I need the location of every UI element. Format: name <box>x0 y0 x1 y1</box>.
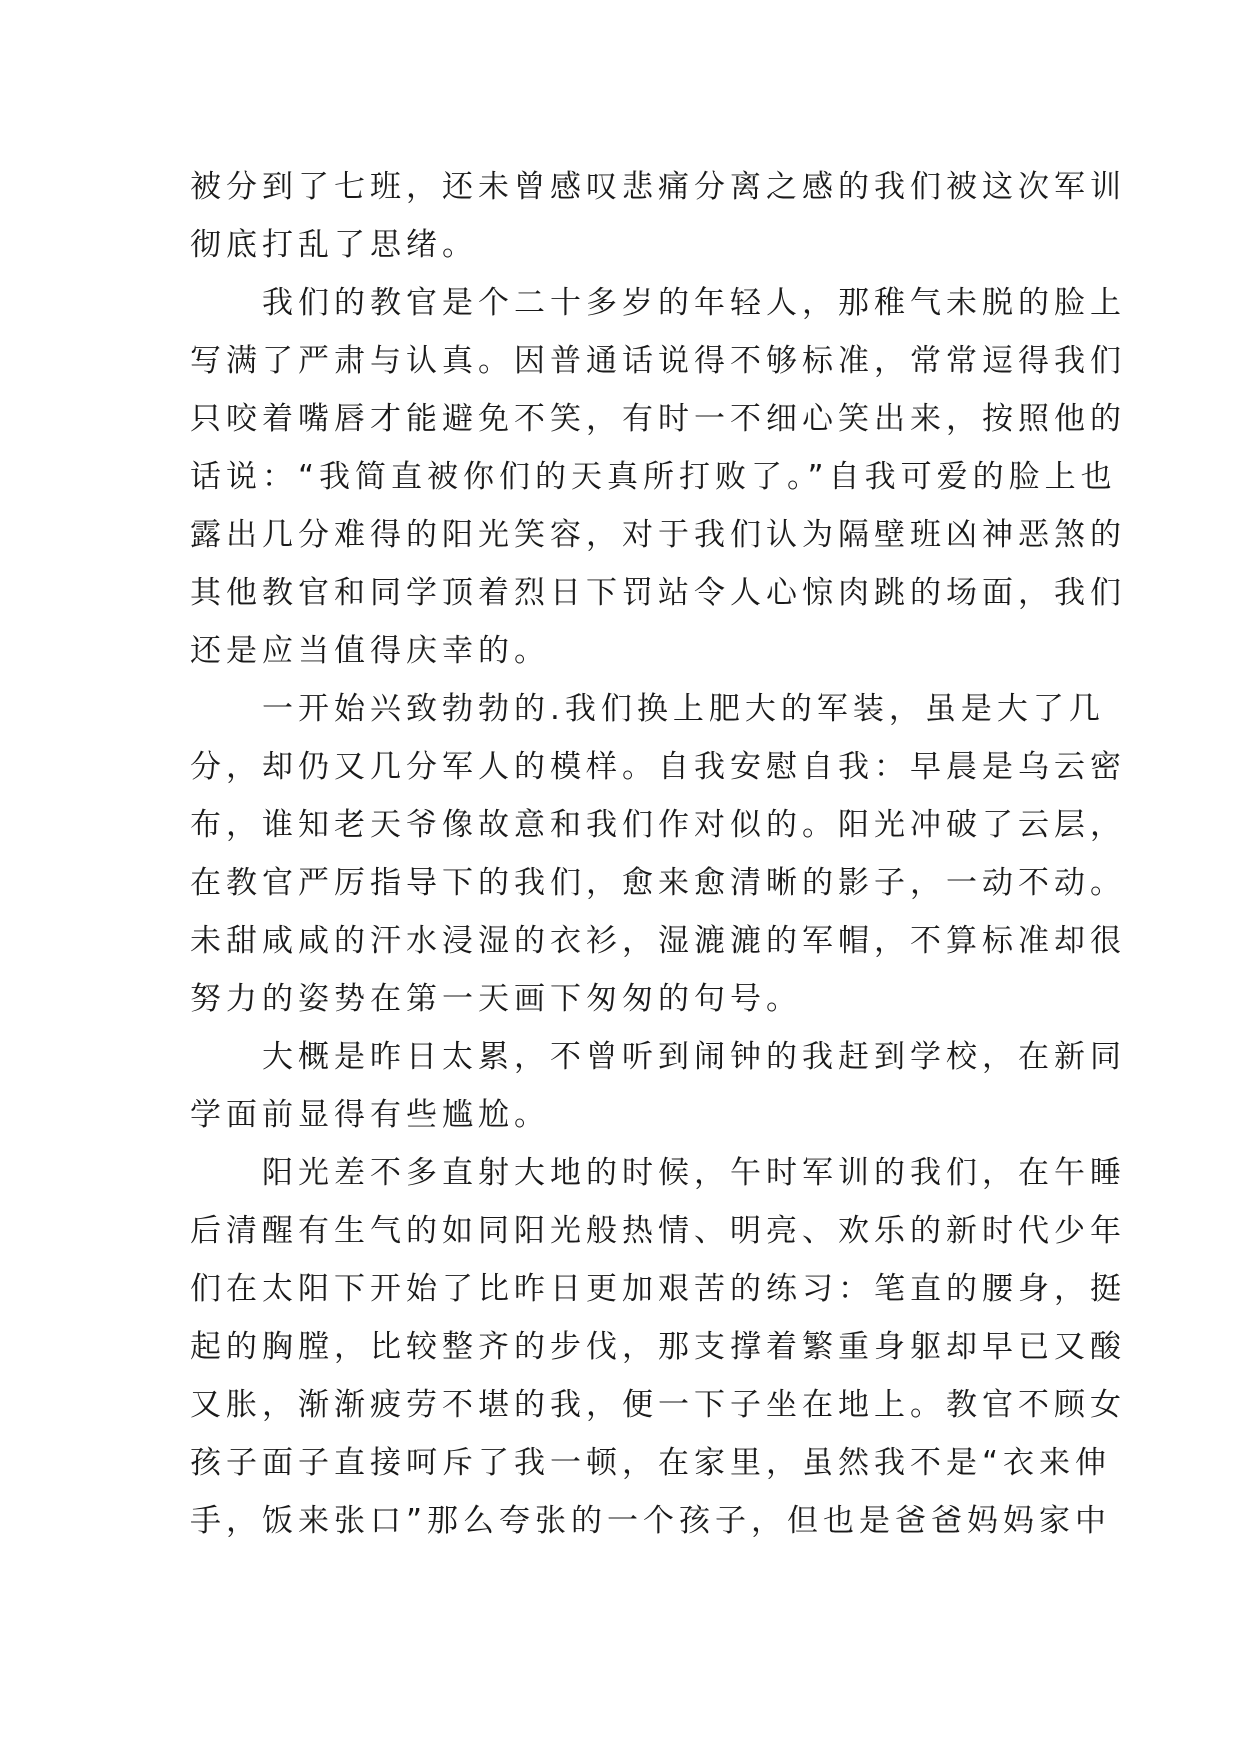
text-line: 彻底打乱了思绪。 <box>190 227 478 263</box>
text-line: 只咬着嘴唇才能避免不笑，有时一不细心笑出来，按照他的 <box>190 401 1126 437</box>
text-line: 一开始兴致勃勃的.我们换上肥大的军装，虽是大了几 <box>190 691 1105 727</box>
text-line: 其他教官和同学顶着烈日下罚站令人心惊肉跳的场面，我们 <box>190 575 1126 611</box>
text-line: 起的胸膛，比较整齐的步伐，那支撑着繁重身躯却早已又酸 <box>190 1329 1126 1365</box>
text-line: 手，饭来张口”那么夸张的一个孩子，但也是爸爸妈妈家中 <box>190 1503 1112 1539</box>
text-line: 未甜咸咸的汗水浸湿的衣衫，湿漉漉的军帽，不算标准却很 <box>190 923 1126 959</box>
text-line: 布，谁知老天爷像故意和我们作对似的。阳光冲破了云层， <box>190 807 1126 843</box>
text-line: 孩子面子直接呵斥了我一顿，在家里，虽然我不是“衣来伸 <box>190 1445 1112 1481</box>
text-line: 露出几分难得的阳光笑容，对于我们认为隔壁班凶神恶煞的 <box>190 517 1126 553</box>
text-line: 后清醒有生气的如同阳光般热情、明亮、欢乐的新时代少年 <box>190 1213 1126 1249</box>
text-line: 分，却仍又几分军人的模样。自我安慰自我：早晨是乌云密 <box>190 749 1126 785</box>
text-line: 写满了严肃与认真。因普通话说得不够标准，常常逗得我们 <box>190 343 1126 379</box>
text-line: 努力的姿势在第一天画下匆匆的句号。 <box>190 981 802 1017</box>
text-line: 我们的教官是个二十多岁的年轻人，那稚气未脱的脸上 <box>190 285 1126 321</box>
text-line: 在教官严厉指导下的我们，愈来愈清晰的影子，一动不动。 <box>190 865 1126 901</box>
text-line: 们在太阳下开始了比昨日更加艰苦的练习：笔直的腰身，挺 <box>190 1271 1126 1307</box>
text-line: 又胀，渐渐疲劳不堪的我，便一下子坐在地上。教官不顾女 <box>190 1387 1126 1423</box>
text-line: 还是应当值得庆幸的。 <box>190 633 550 669</box>
document-body <box>190 158 1126 1550</box>
text-line: 话说：“我简直被你们的天真所打败了。”自我可爱的脸上也 <box>190 459 1117 495</box>
text-line: 大概是昨日太累，不曾听到闹钟的我赶到学校，在新同 <box>190 1039 1126 1075</box>
text-line: 阳光差不多直射大地的时候，午时军训的我们，在午睡 <box>190 1155 1126 1191</box>
text-line: 被分到了七班，还未曾感叹悲痛分离之感的我们被这次军训 <box>190 169 1126 205</box>
text-line: 学面前显得有些尴尬。 <box>190 1097 550 1133</box>
